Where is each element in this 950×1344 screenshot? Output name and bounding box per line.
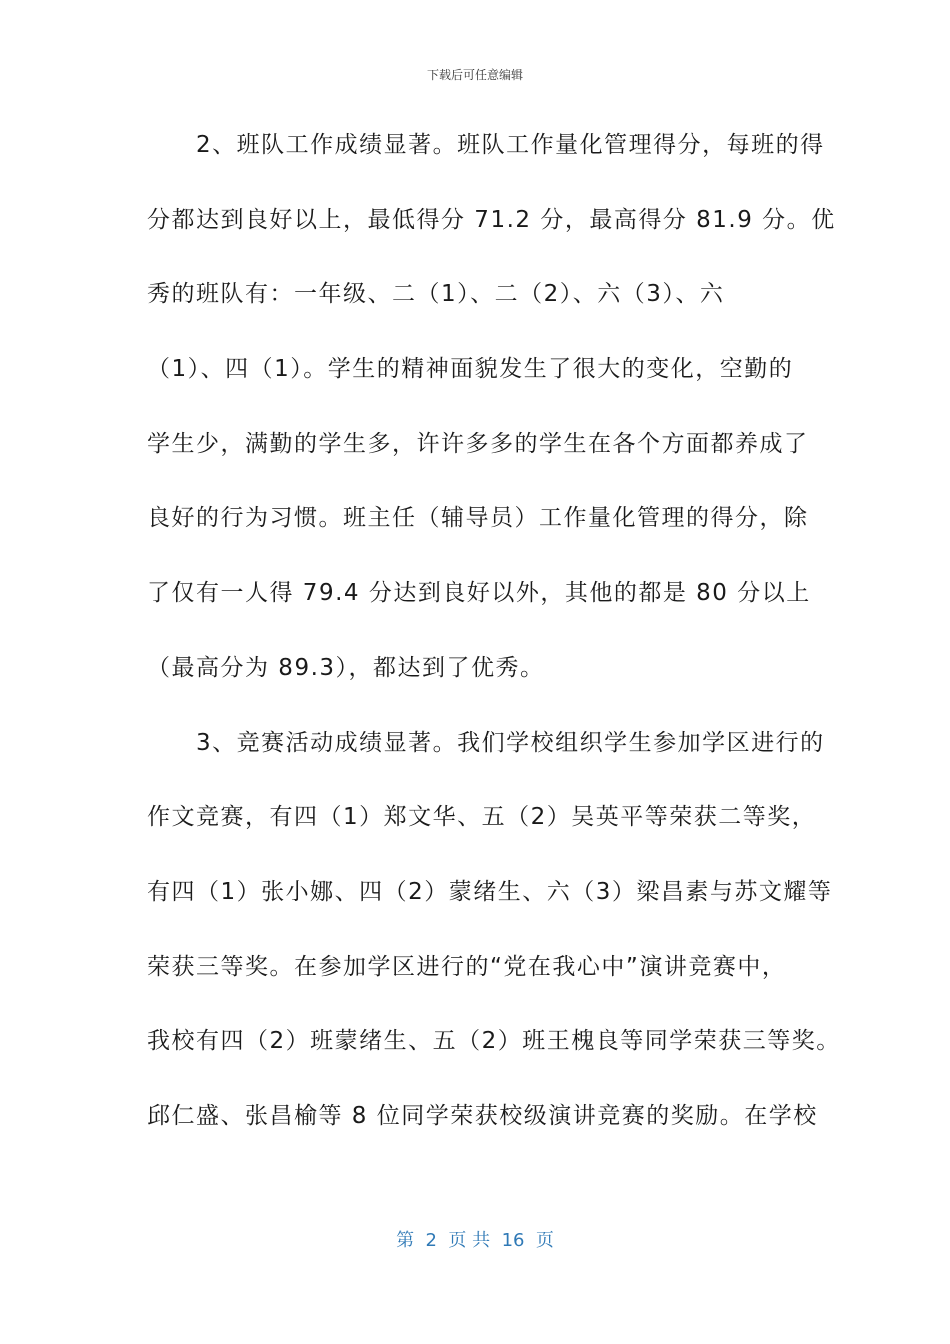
paragraph-line: 作文竞赛，有四（1）郑文华、五（2）吴英平等荣获二等奖， [147,804,817,831]
paragraph-line: 有四（1）张小娜、四（2）蒙绪生、六（3）梁昌素与苏文耀等 [147,878,833,905]
paragraph-line: 荣获三等奖。在参加学区进行的“党在我心中”演讲竞赛中， [147,953,787,980]
paragraph-line: 秀的班队有：一年级、二（1）、二（2）、六（3）、六 [147,281,725,308]
paragraph-line: 我校有四（2）班蒙绪生、五（2）班王槐良等同学荣获三等奖。 [147,1028,841,1055]
document-body [147,124,841,1170]
page-number: 第 2 页 共 16 页 [396,1230,554,1251]
paragraph-line: 邱仁盛、张昌榆等 8 位同学荣获校级演讲竞赛的奖励。在学校 [147,1102,818,1129]
header-note: 下载后可任意编辑 [426,68,523,82]
paragraph-line: （1）、四（1）。学生的精神面貌发生了很大的变化，空勤的 [147,356,794,383]
paragraph-line: 学生少，满勤的学生多，许许多多的学生在各个方面都养成了 [147,430,809,457]
paragraph-line: 分都达到良好以上，最低得分 71.2 分，最高得分 81.9 分。优 [147,206,836,233]
paragraph-line: 3、竞赛活动成绩显著。我们学校组织学生参加学区进行的 [147,729,825,756]
paragraph-line: 2、班队工作成绩显著。班队工作量化管理得分，每班的得 [147,132,825,158]
paragraph-line: 良好的行为习惯。班主任（辅导员）工作量化管理的得分，除 [147,505,809,532]
paragraph-line: 了仅有一人得 79.4 分达到良好以外，其他的都是 80 分以上 [147,580,811,607]
paragraph-line: （最高分为 89.3），都达到了优秀。 [147,654,545,681]
